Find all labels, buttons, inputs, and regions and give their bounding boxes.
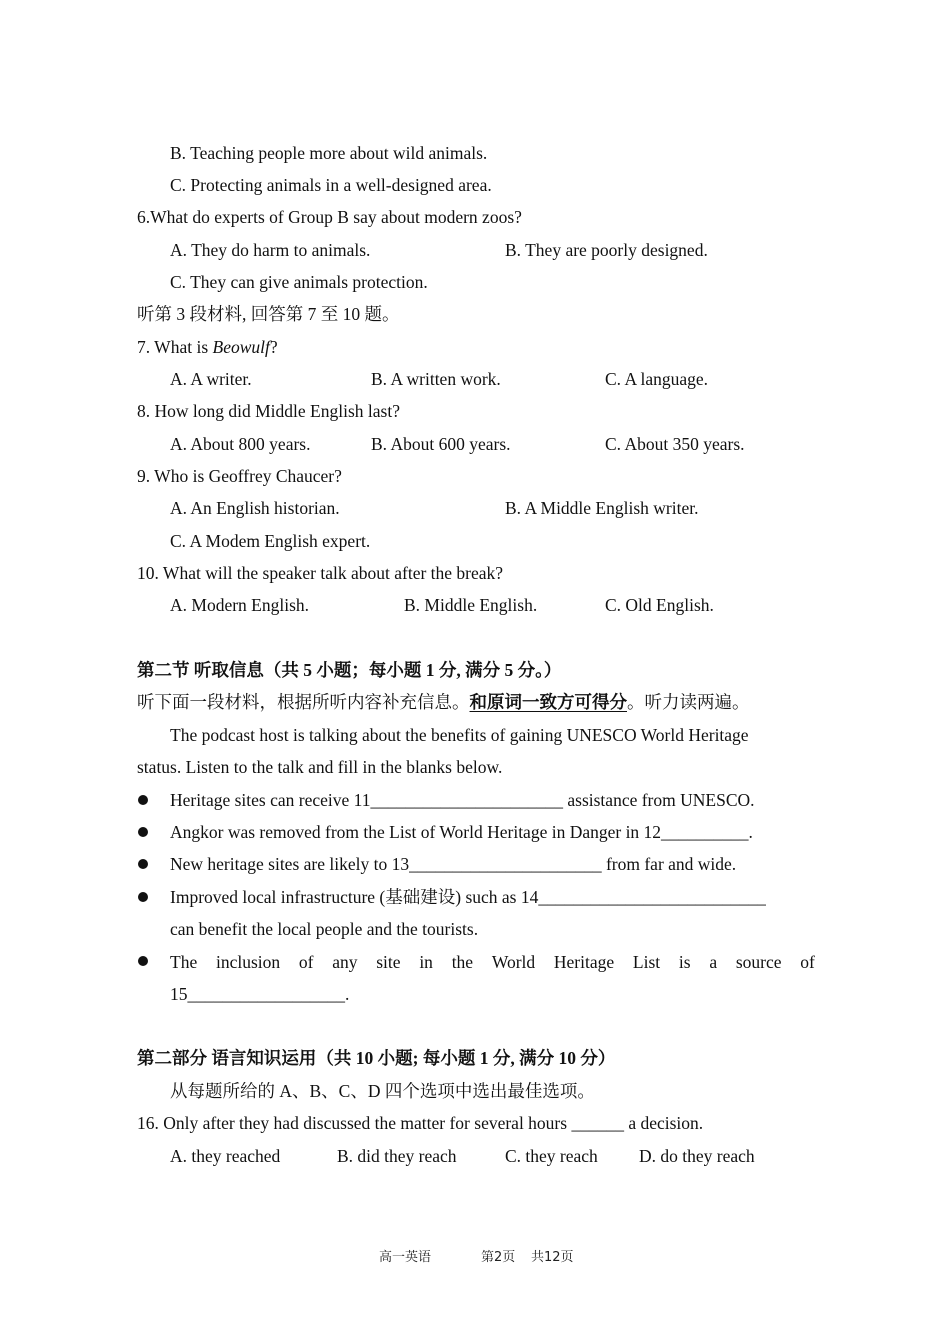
word: of (298, 952, 314, 972)
footer-subject: 高一英语 (379, 1250, 432, 1265)
instruction-pre: 听下面一段材料，根据所听内容补充信息。 (137, 692, 470, 712)
word: source (735, 952, 782, 972)
q9-option-b: B. A Middle English writer. (505, 498, 699, 518)
q16-option-d: D. do they reach (639, 1146, 755, 1166)
word: The (170, 952, 198, 972)
q7-option-b: B. A written work. (371, 369, 501, 389)
q9-question: 9. Who is Geoffrey Chaucer? (137, 466, 342, 486)
blank-14-line-1: Improved local infrastructure (基础建设) such as 14__________________________ (170, 887, 766, 907)
intro-line-1: The podcast host is talking about the benefits of gaining UNESCO World Heritage (170, 725, 749, 745)
word: any (332, 952, 358, 972)
footer-total-pages: 共12页 (531, 1250, 574, 1265)
q6-option-c: C. They can give animals protection. (170, 272, 428, 292)
word: in (419, 952, 433, 972)
bullet-icon (138, 892, 148, 902)
bullet-icon (138, 795, 148, 805)
q7-prefix: 7. What is (137, 337, 213, 357)
word: site (376, 952, 401, 972)
q16-option-a: A. they reached (170, 1146, 281, 1166)
section2-instruction (137, 691, 750, 713)
blank-11-line: Heritage sites can receive 11______________________ assistance from UNESCO. (170, 790, 755, 810)
part2-heading: 第二部分 语言知识运用（共 10 小题; 每小题 1 分, 满分 10 分） (137, 1048, 616, 1068)
q7-option-c: C. A language. (605, 369, 709, 389)
word: of (800, 952, 815, 972)
q6-option-a: A. They do harm to animals. (170, 240, 371, 260)
blank-12-line: Angkor was removed from the List of World Heritage in Danger in 12__________. (170, 822, 753, 842)
q8-option-b: B. About 600 years. (371, 434, 511, 454)
q7-option-a: A. A writer. (170, 369, 252, 389)
word: Heritage (553, 952, 615, 972)
q6-question: 6.What do experts of Group B say about modern zoos? (137, 207, 522, 227)
q8-option-a: A. About 800 years. (170, 434, 311, 454)
bullet-icon (138, 827, 148, 837)
blank-13-line: New heritage sites are likely to 13______________________ from far and wide. (170, 854, 737, 874)
instruction-post: 。听力读两遍。 (627, 692, 750, 712)
q8-question: 8. How long did Middle English last? (137, 401, 400, 421)
q9-option-c: C. A Modem English expert. (170, 531, 371, 551)
word: a (709, 952, 718, 972)
q5-option-c: C. Protecting animals in a well-designed area. (170, 175, 492, 195)
bullet-icon (138, 956, 148, 966)
intro-line-2: status. Listen to the talk and fill in the blanks below. (137, 757, 503, 777)
q16-option-b: B. did they reach (337, 1146, 457, 1166)
footer-page-number: 第2页 (481, 1250, 516, 1265)
q10-option-a: A. Modern English. (170, 595, 310, 615)
q9-option-a: A. An English historian. (170, 498, 340, 518)
word: inclusion (215, 952, 281, 972)
q6-option-b: B. They are poorly designed. (505, 240, 708, 260)
section3-instruction: 听第 3 段材料, 回答第 7 至 10 题。 (137, 304, 400, 324)
word: List (632, 952, 661, 972)
blank-15-line-1 (170, 951, 815, 973)
q10-option-b: B. Middle English. (404, 595, 538, 615)
blank-14-line-2: can benefit the local people and the tourists. (170, 919, 479, 939)
q10-question: 10. What will the speaker talk about after the break? (137, 563, 504, 583)
word: the (451, 952, 474, 972)
q10-option-c: C. Old English. (605, 595, 714, 615)
q16-question: 16. Only after they had discussed the matter for several hours ______ a decision. (137, 1113, 704, 1133)
word: is (678, 952, 691, 972)
part2-instruction: 从每题所给的 A、B、C、D 四个选项中选出最佳选项。 (170, 1081, 595, 1101)
q16-option-c: C. they reach (505, 1146, 598, 1166)
word: World (491, 952, 536, 972)
blank-15-line-2: 15__________________. (170, 984, 350, 1004)
q7-title-italic: Beowulf (212, 337, 270, 357)
q7-question (137, 336, 278, 358)
section2-heading: 第二节 听取信息（共 5 小题；每小题 1 分, 满分 5 分。） (137, 660, 562, 680)
bullet-icon (138, 859, 148, 869)
q8-option-c: C. About 350 years. (605, 434, 745, 454)
q7-suffix: ? (269, 337, 278, 357)
q5-option-b: B. Teaching people more about wild animals. (170, 143, 488, 163)
instruction-underlined: 和原词一致方可得分 (469, 692, 627, 712)
